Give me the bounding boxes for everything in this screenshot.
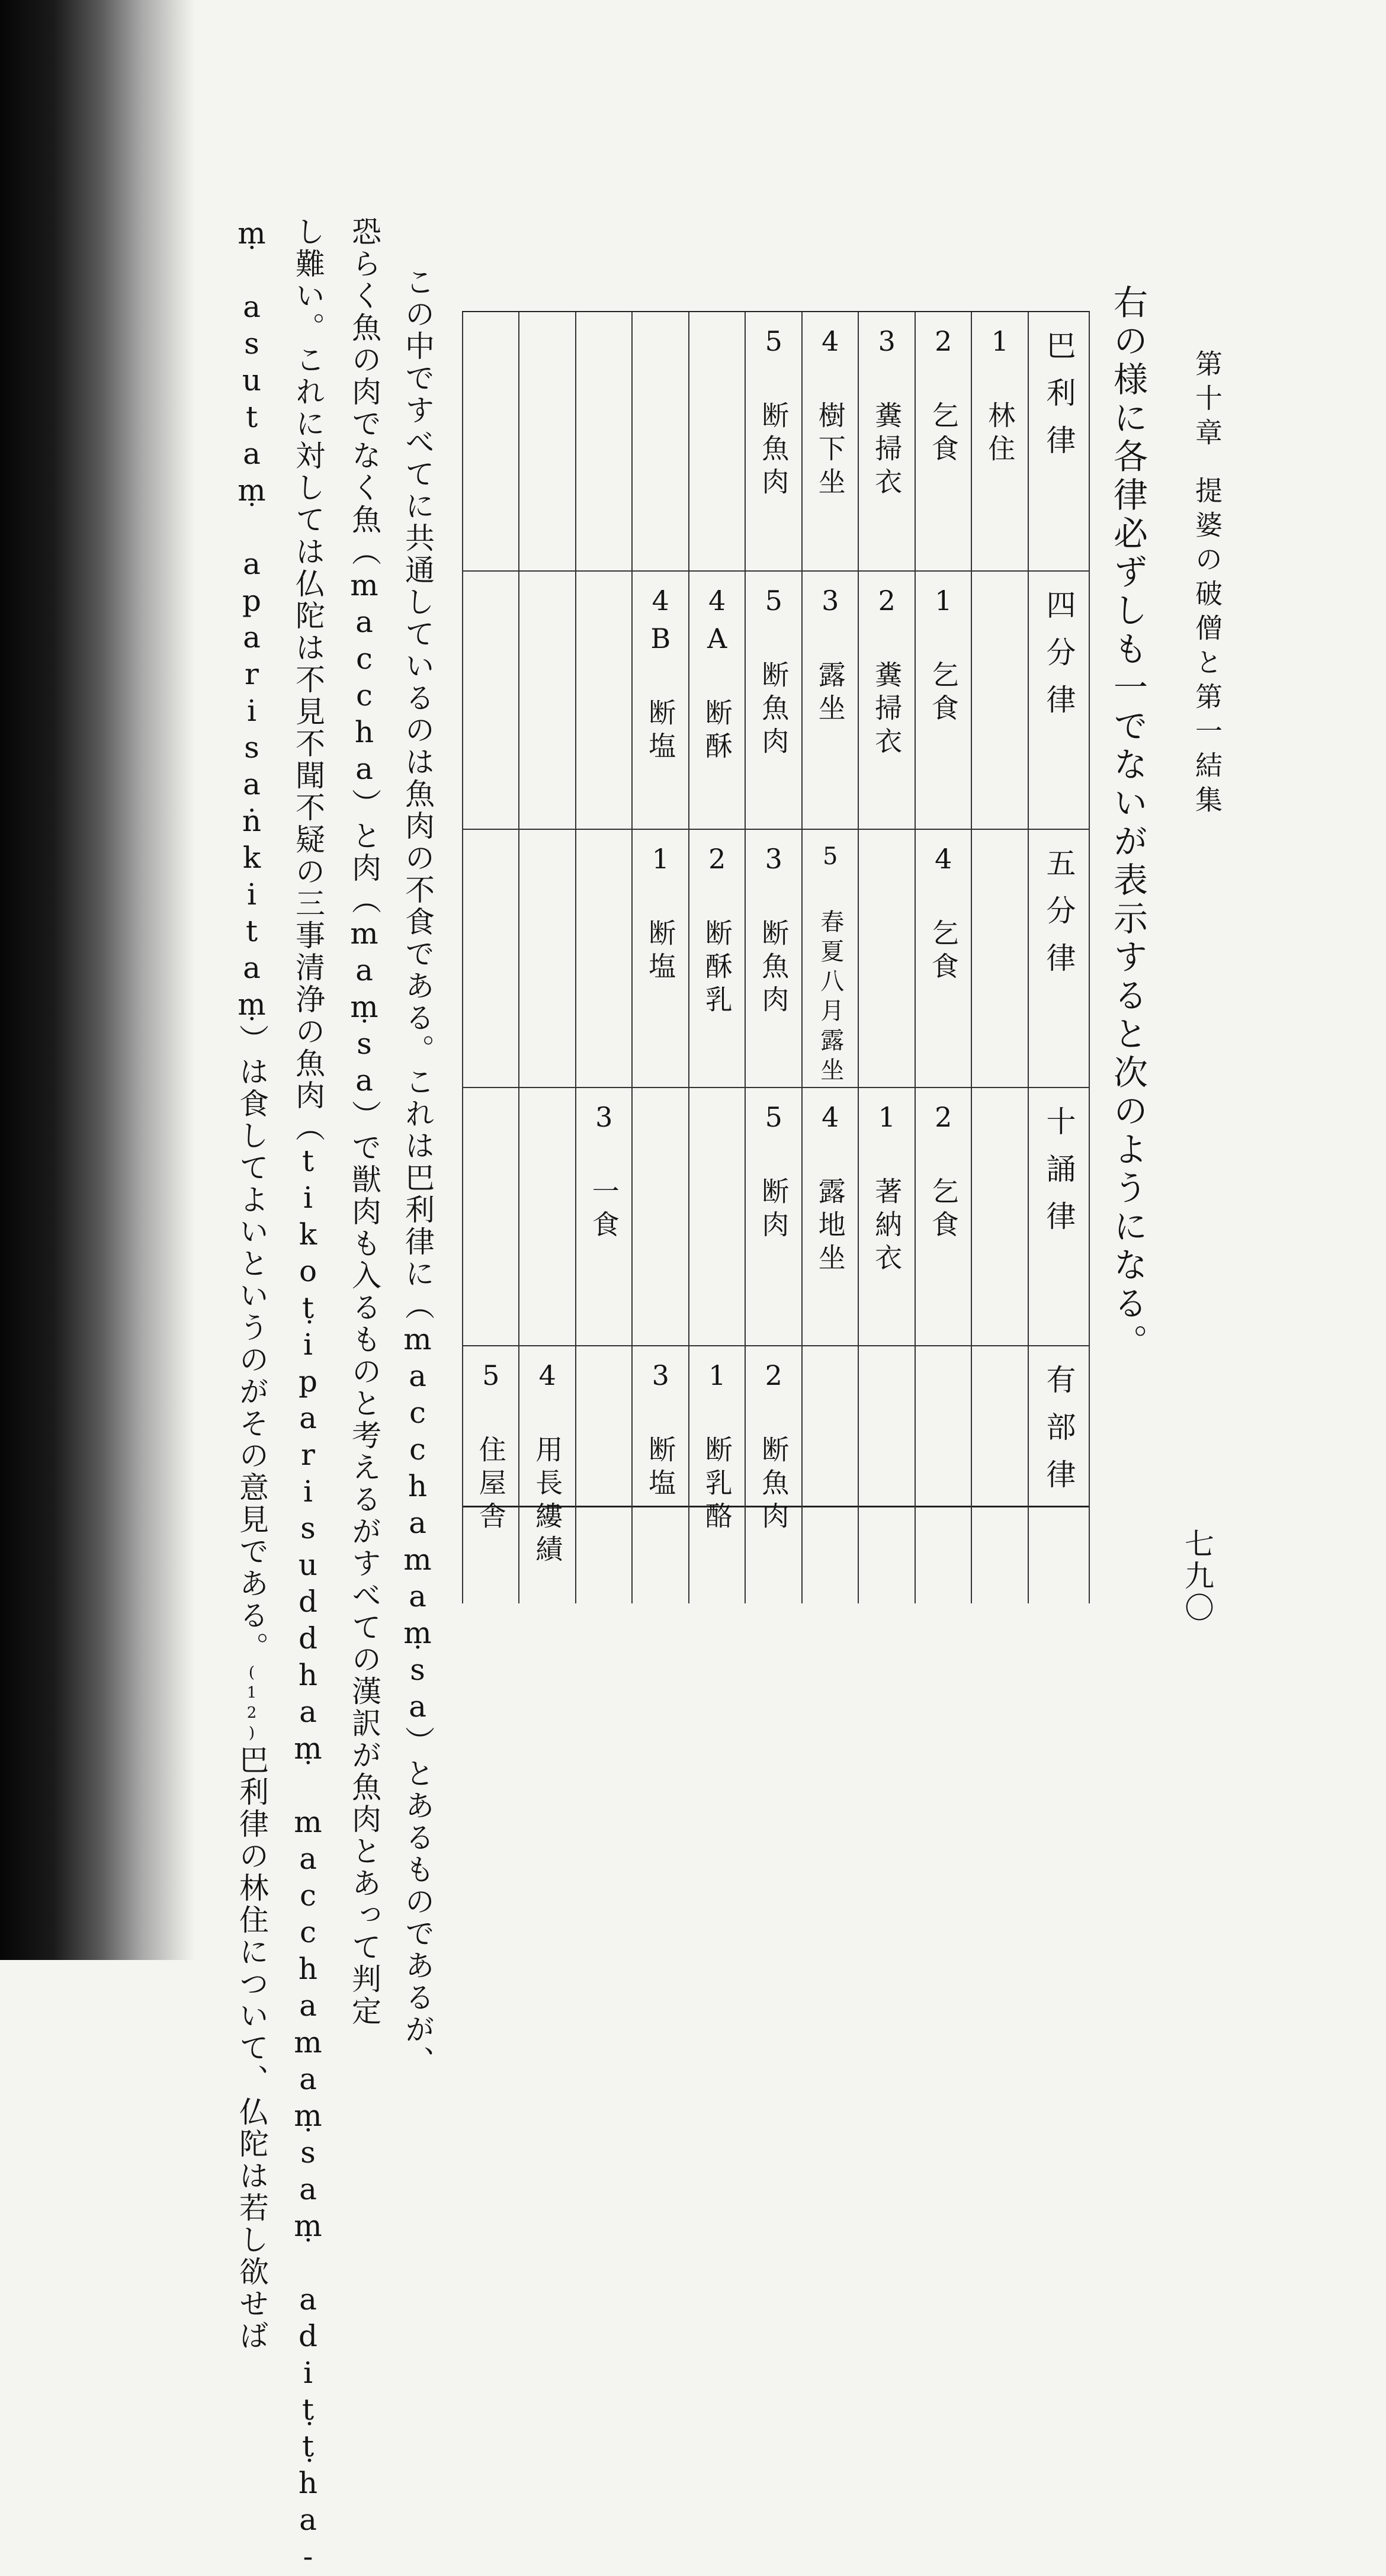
table-cell xyxy=(859,829,915,1087)
table-header-cell xyxy=(1029,1087,1089,1345)
table-cell xyxy=(576,829,632,1087)
running-header xyxy=(1188,349,1227,820)
table-cell xyxy=(519,570,575,829)
entry-column xyxy=(858,312,915,1603)
table-cell xyxy=(689,570,745,829)
table-cell xyxy=(576,1345,632,1603)
cell-text: 4 乞食 xyxy=(927,843,960,985)
table-header-cell xyxy=(1029,570,1089,829)
cell-text: 3 断魚肉 xyxy=(758,843,790,1018)
cell-text: 2 乞食 xyxy=(927,325,960,467)
cell-text: 1 断乳酪 xyxy=(701,1359,733,1535)
cell-text: 1 乞食 xyxy=(927,585,960,727)
cell-text: 2 断酥乳 xyxy=(701,843,733,1018)
table-cell xyxy=(916,1345,971,1603)
cell-text: 3 露坐 xyxy=(814,585,846,727)
table-cell xyxy=(633,829,688,1087)
table-header-cell xyxy=(1029,1345,1089,1603)
table-cell xyxy=(519,1087,575,1345)
cell-text: 2 糞掃衣 xyxy=(871,585,903,760)
table-cell xyxy=(689,312,745,570)
cell-text: 3 糞掃衣 xyxy=(871,325,903,501)
table-cell xyxy=(916,312,971,570)
table-cell xyxy=(746,1087,801,1345)
header-column xyxy=(1028,312,1090,1603)
vinaya-name: 有部律 xyxy=(1041,1364,1076,1506)
table-cell xyxy=(972,312,1028,570)
entry-column xyxy=(915,312,971,1603)
footnote-marker: (12) xyxy=(243,1664,261,1744)
cell-text: 5 住屋舎 xyxy=(474,1359,507,1535)
table-cell xyxy=(916,829,971,1087)
table-cell xyxy=(859,1087,915,1345)
table-cell xyxy=(859,312,915,570)
table-cell xyxy=(689,1087,745,1345)
scan-gutter-shadow xyxy=(0,0,195,1960)
table-cell xyxy=(972,1345,1028,1603)
cell-text: 1 著納衣 xyxy=(871,1101,903,1276)
table-cell xyxy=(576,312,632,570)
table-cell xyxy=(689,1345,745,1603)
table-cell xyxy=(576,1087,632,1345)
body-line-2: 恐らく魚の肉でなく魚（maccha）と肉（maṃsa）で獣肉も入るものと考えるがすべての漢訳が魚肉とあって判定 xyxy=(347,216,381,2028)
table-cell xyxy=(746,829,801,1087)
table-cell xyxy=(519,312,575,570)
table-header-cell xyxy=(1029,829,1089,1087)
entry-column xyxy=(801,312,858,1603)
cell-text: 4 露地坐 xyxy=(814,1101,846,1276)
table-cell xyxy=(633,312,688,570)
table-cell xyxy=(803,829,858,1087)
table-cell xyxy=(859,1345,915,1603)
body-line-1: この中ですべてに共通しているのは魚肉の不食である。これは巴利律に（macchamaṃsa）とあるものであるが、 xyxy=(400,267,435,2078)
cell-text: 1 林住 xyxy=(984,325,1016,467)
vinaya-name: 巴利律 xyxy=(1041,330,1076,472)
table-cell xyxy=(463,312,518,570)
cell-text: 4A 断酥 xyxy=(701,585,733,765)
table-cell xyxy=(633,1087,688,1345)
cell-text: 5 断魚肉 xyxy=(758,325,790,501)
entry-column xyxy=(462,312,518,1603)
entry-column xyxy=(688,312,745,1603)
body-line-4 xyxy=(237,216,267,2352)
chapter-label: 第十章 xyxy=(1191,349,1223,453)
cell-text: 5 断魚肉 xyxy=(758,585,790,760)
table-cell xyxy=(746,570,801,829)
cell-text: 5 断肉 xyxy=(758,1101,790,1243)
table-cell xyxy=(803,312,858,570)
cell-text: 1 断塩 xyxy=(644,843,677,985)
table-cell xyxy=(916,570,971,829)
cell-text: 2 乞食 xyxy=(927,1101,960,1243)
cell-text: 4B 断塩 xyxy=(644,585,677,765)
body-line-3: し難い。これに対しては仏陀は不見不聞不疑の三事清浄の魚肉（tikoṭiparisuddhaṃ macchamaṃsaṃ adiṭṭha- xyxy=(291,216,325,2576)
table-cell xyxy=(803,570,858,829)
body-line-4-text: ṃ asutaṃ aparisaṅkitaṃ）は食してよいというのがその意見である。 xyxy=(235,216,269,1664)
table-cell xyxy=(972,829,1028,1087)
table-cell xyxy=(463,570,518,829)
page-number: 七九〇 xyxy=(1180,1528,1214,1624)
entry-column xyxy=(575,312,632,1603)
body-line-4-continued: 巴利律の林住について、仏陀は若し欲せば xyxy=(235,1744,269,2352)
table-cell xyxy=(633,570,688,829)
table-cell xyxy=(803,1087,858,1345)
table-cell xyxy=(746,1345,801,1603)
table-header-cell xyxy=(1029,312,1089,570)
table-cell xyxy=(576,570,632,829)
table-cell xyxy=(916,1087,971,1345)
table-cell xyxy=(689,829,745,1087)
vinaya-name: 五分律 xyxy=(1041,848,1076,990)
table-cell xyxy=(746,312,801,570)
table-cell xyxy=(803,1345,858,1603)
chapter-title: 提婆の破僧と第一結集 xyxy=(1191,476,1223,820)
cell-text: 3 断塩 xyxy=(644,1359,677,1502)
table-cell xyxy=(972,1087,1028,1345)
table-cell xyxy=(519,1345,575,1603)
cell-text: 4 樹下坐 xyxy=(814,325,846,501)
entry-column xyxy=(518,312,575,1603)
table-cell xyxy=(972,570,1028,829)
table-cell xyxy=(859,570,915,829)
table-cell xyxy=(519,829,575,1087)
cell-text: 3 一食 xyxy=(588,1101,620,1243)
cell-text: 5 春夏八月露坐 xyxy=(816,843,844,1087)
table-cell xyxy=(633,1345,688,1603)
intro-sentence: 右の様に各律必ずしも一でないが表示すると次のようになる。 xyxy=(1108,284,1148,1362)
cell-text: 2 断魚肉 xyxy=(758,1359,790,1535)
vinaya-name: 十誦律 xyxy=(1041,1106,1076,1248)
table-cell xyxy=(463,1087,518,1345)
vinaya-name: 四分律 xyxy=(1041,589,1076,732)
vinaya-grid xyxy=(462,311,1090,1568)
entry-column xyxy=(631,312,688,1603)
entry-column xyxy=(745,312,801,1603)
table-cell xyxy=(463,1345,518,1603)
cell-text: 4 用長縷績 xyxy=(531,1359,564,1568)
entry-column xyxy=(971,312,1028,1603)
table-cell xyxy=(463,829,518,1087)
